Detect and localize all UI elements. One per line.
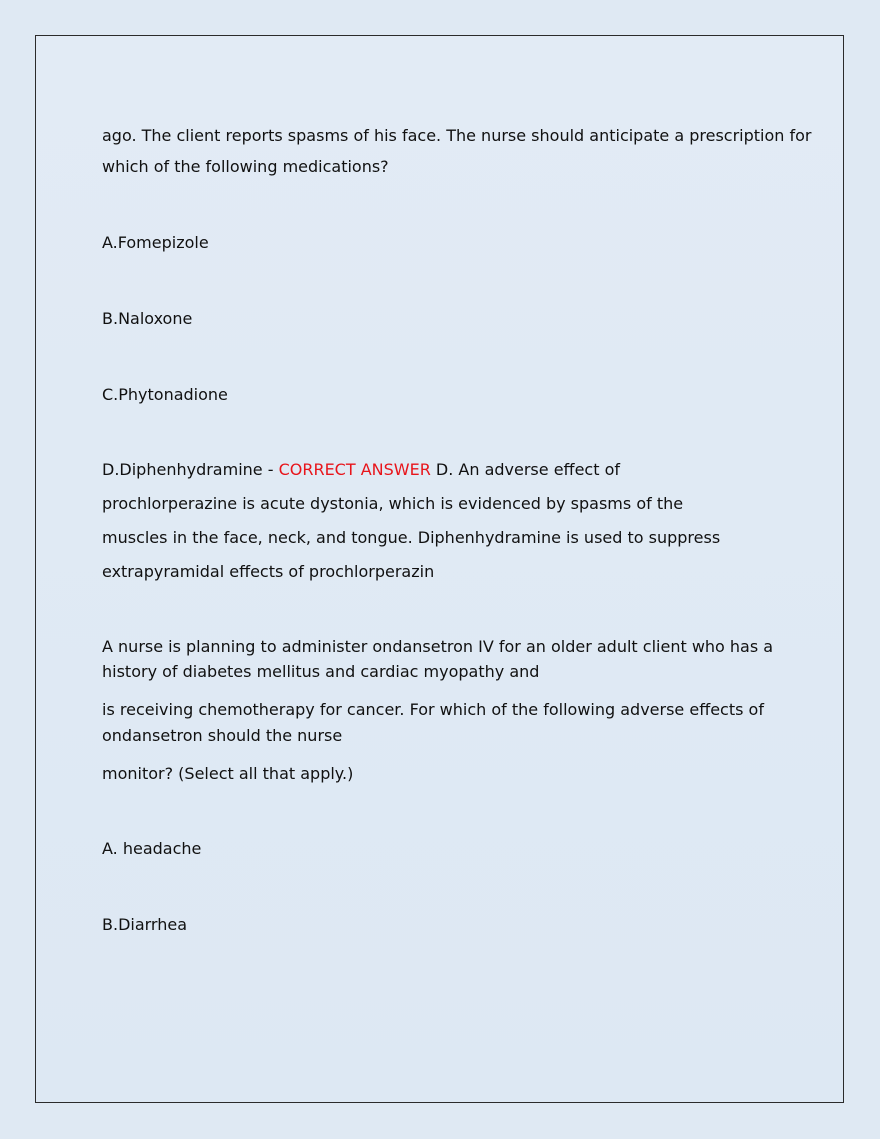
q1-rationale-line-3: muscles in the face, neck, and tongue. Diphenhydramine is used to suppress bbox=[102, 528, 721, 547]
q1-option-a: A.Fomepizole bbox=[102, 233, 209, 252]
q1-stem-line-1: ago. The client reports spasms of his face. The nurse should anticipate a prescription for bbox=[102, 126, 812, 145]
q2-stem-line-4: ondansetron should the nurse bbox=[102, 726, 343, 745]
correct-answer-label: CORRECT ANSWER bbox=[278, 460, 431, 479]
q1-stem-line-2: which of the following medications? bbox=[102, 157, 389, 176]
q1-rationale-line-2: prochlorperazine is acute dystonia, which is evidenced by spasms of the bbox=[102, 494, 684, 513]
q1-option-c: C.Phytonadione bbox=[102, 385, 228, 404]
q1-rationale-line-4: extrapyramidal effects of prochlorperazin bbox=[102, 562, 435, 581]
q1-option-b: B.Naloxone bbox=[102, 309, 193, 328]
q2-option-a: A. headache bbox=[102, 839, 202, 858]
q1-rationale-line-1: D. An adverse effect of bbox=[430, 460, 620, 479]
q2-option-b: B.Diarrhea bbox=[102, 915, 188, 934]
q1-option-d: D.Diphenhydramine - bbox=[102, 460, 279, 479]
q2-stem-line-3: is receiving chemotherapy for cancer. For which of the following adverse effects of bbox=[102, 700, 764, 719]
q2-stem-line-2: history of diabetes mellitus and cardiac myopathy and bbox=[102, 662, 540, 681]
q1-option-d-with-answer bbox=[102, 460, 620, 480]
q2-stem-line-1: A nurse is planning to administer ondansetron IV for an older adult client who has a bbox=[102, 637, 774, 656]
q2-stem-line-5: monitor? (Select all that apply.) bbox=[102, 764, 354, 783]
